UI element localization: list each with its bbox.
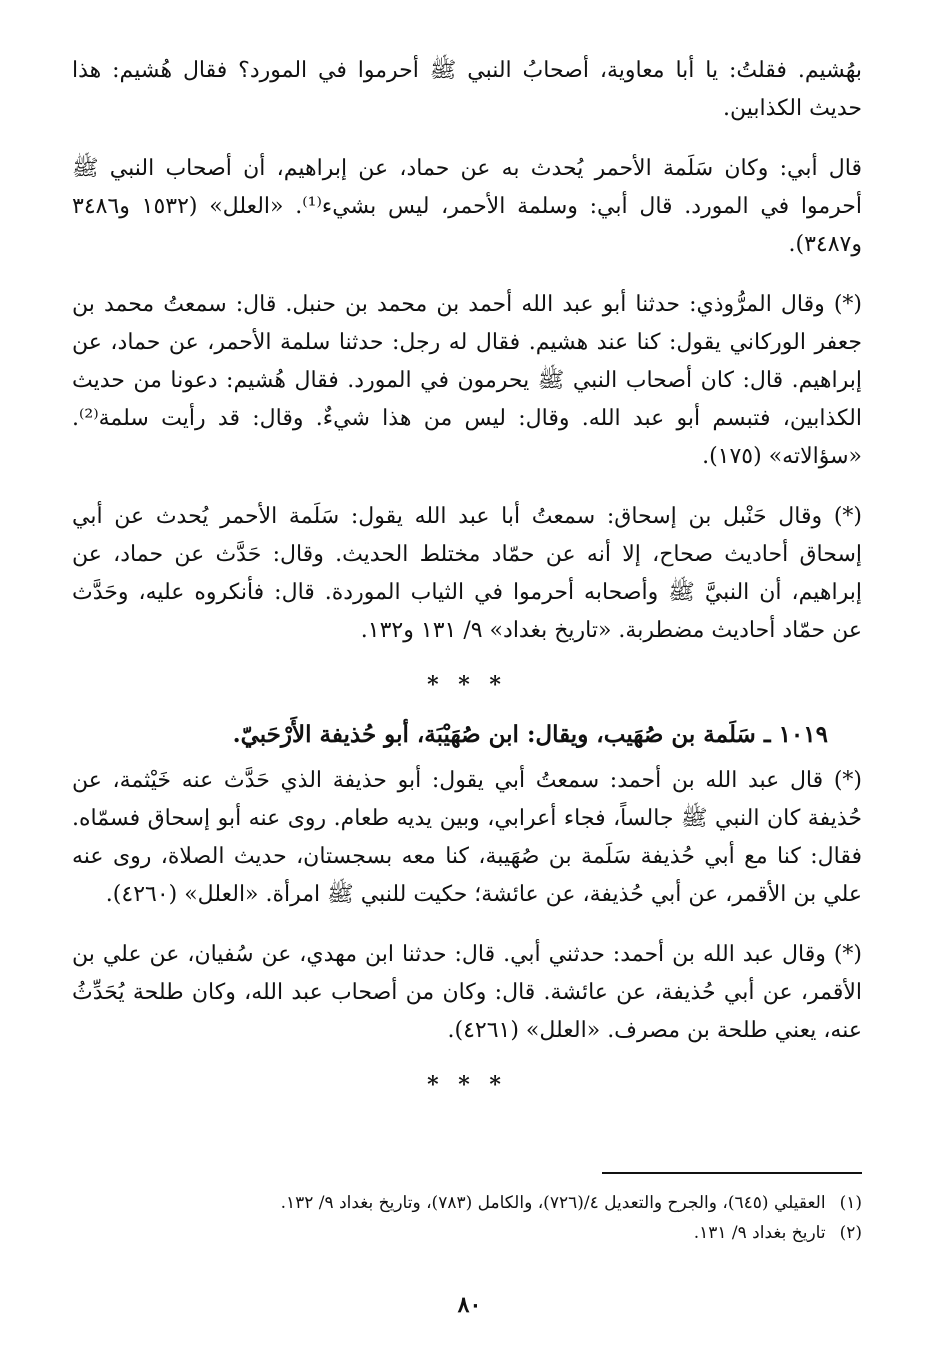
- footnote-2: [72, 1218, 862, 1248]
- footnote-2-number: (٢): [839, 1223, 862, 1243]
- footnotes: [72, 1172, 862, 1248]
- entry-paragraph-1: (*) قال عبد الله بن أحمد: سمعتُ أبي يقول: أبو حذيفة الذي حَدَّث عنه خَيْثمة، عن حُذيفة كان النبي ﷺ جالساً، فجاء أعرابي، وبين يديه طعام. روى عنه أبو إسحاق فسمّاه. فقال: كنا مع أبي حُذيفة سَلَمة بن صُهَيبة، كنا معه بسجستان، حديث الصلاة، روى عنه علي بن الأقمر، عن أبي حُذيفة، عن عائشة؛ حكيت للنبي ﷺ امرأة. «العلل» (٤٢٦٠).: [72, 768, 862, 907]
- entry-paragraph-2: (*) وقال عبد الله بن أحمد: حدثني أبي. قال: حدثنا ابن مهدي، عن سُفيان، عن علي بن الأقمر، عن أبي حُذيفة، عن عائشة. قال: وكان من أصحاب عبد الله، وكان طلحة يُحَدِّثُ عنه، يعني طلحة بن مصرف. «العلل» (٤٢٦١).: [72, 942, 862, 1043]
- entry-heading: ١٠١٩ ـ سَلَمة بن صُهَيب، ويقال: ابن صُهَيْبَة، أبو حُذيفة الأَرْحَبيّ.: [232, 721, 828, 748]
- footnote-1: [72, 1188, 862, 1218]
- paragraph-2: قال أبي: وكان سَلَمة الأحمر يُحدث به عن حماد، عن إبراهيم، أن أصحاب النبي ﷺ أحرموا في المورد. قال أبي: وسلمة الأحمر، ليس بشيء⁽¹⁾. «العلل» (١٥٣٢ و٣٤٨٦ و٣٤٨٧).: [72, 156, 863, 257]
- footnote-1-text: العقيلي (٦٤٥)، والجرح والتعديل ٤/(٧٢٦)، والكامل (٧٨٣)، وتاريخ بغداد ٩/ ١٣٢.: [280, 1193, 826, 1213]
- section-separator-end: * * *: [427, 1072, 507, 1098]
- footnote-1-number: (١): [839, 1193, 862, 1213]
- page-body: [72, 52, 862, 1116]
- footnote-2-text: تاريخ بغداد ٩/ ١٣١.: [693, 1223, 826, 1243]
- paragraph-4: (*) وقال حَنْبل بن إسحاق: سمعتُ أبا عبد الله يقول: سَلَمة الأحمر يُحدث عن أبي إسحاق أحاديث صحاح، إلا أنه عن حمّاد مختلط الحديث. وقال: حَدَّث عن حماد، عن إبراهيم، أن النبيَّ ﷺ وأصحابه أحرموا في الثياب الموردة. قال: فأنكروه عليه، وحَدَّث عن حمّاد أحاديث مضطربة. «تاريخ بغداد» ٩/ ١٣١ و١٣٢.: [72, 504, 862, 643]
- paragraph-1: بهُشيم. فقلتُ: يا أبا معاوية، أصحابُ النبي ﷺ أحرموا في المورد؟ فقال هُشيم: هذا حديث الكذابين.: [72, 58, 862, 121]
- page-number: ٨٠: [457, 1292, 482, 1318]
- paragraph-3: (*) وقال المرُّوذي: حدثنا أبو عبد الله أحمد بن محمد بن حنبل. قال: سمعتُ محمد بن جعفر الوركاني يقول: كنا عند هشيم. فقال له رجل: حدثنا سلمة الأحمر، عن حماد، عن إبراهيم. قال: كان أصحاب النبي ﷺ يحرمون في المورد. فقال هُشيم: دعونا من حديث الكذابين، فتبسم أبو عبد الله. وقال: ليس من هذا شيءٌ. وقال: قد رأيت سلمة⁽²⁾. «سؤالاته» (١٧٥).: [72, 292, 863, 469]
- footnote-rule: [602, 1172, 862, 1174]
- section-separator: * * *: [427, 672, 507, 698]
